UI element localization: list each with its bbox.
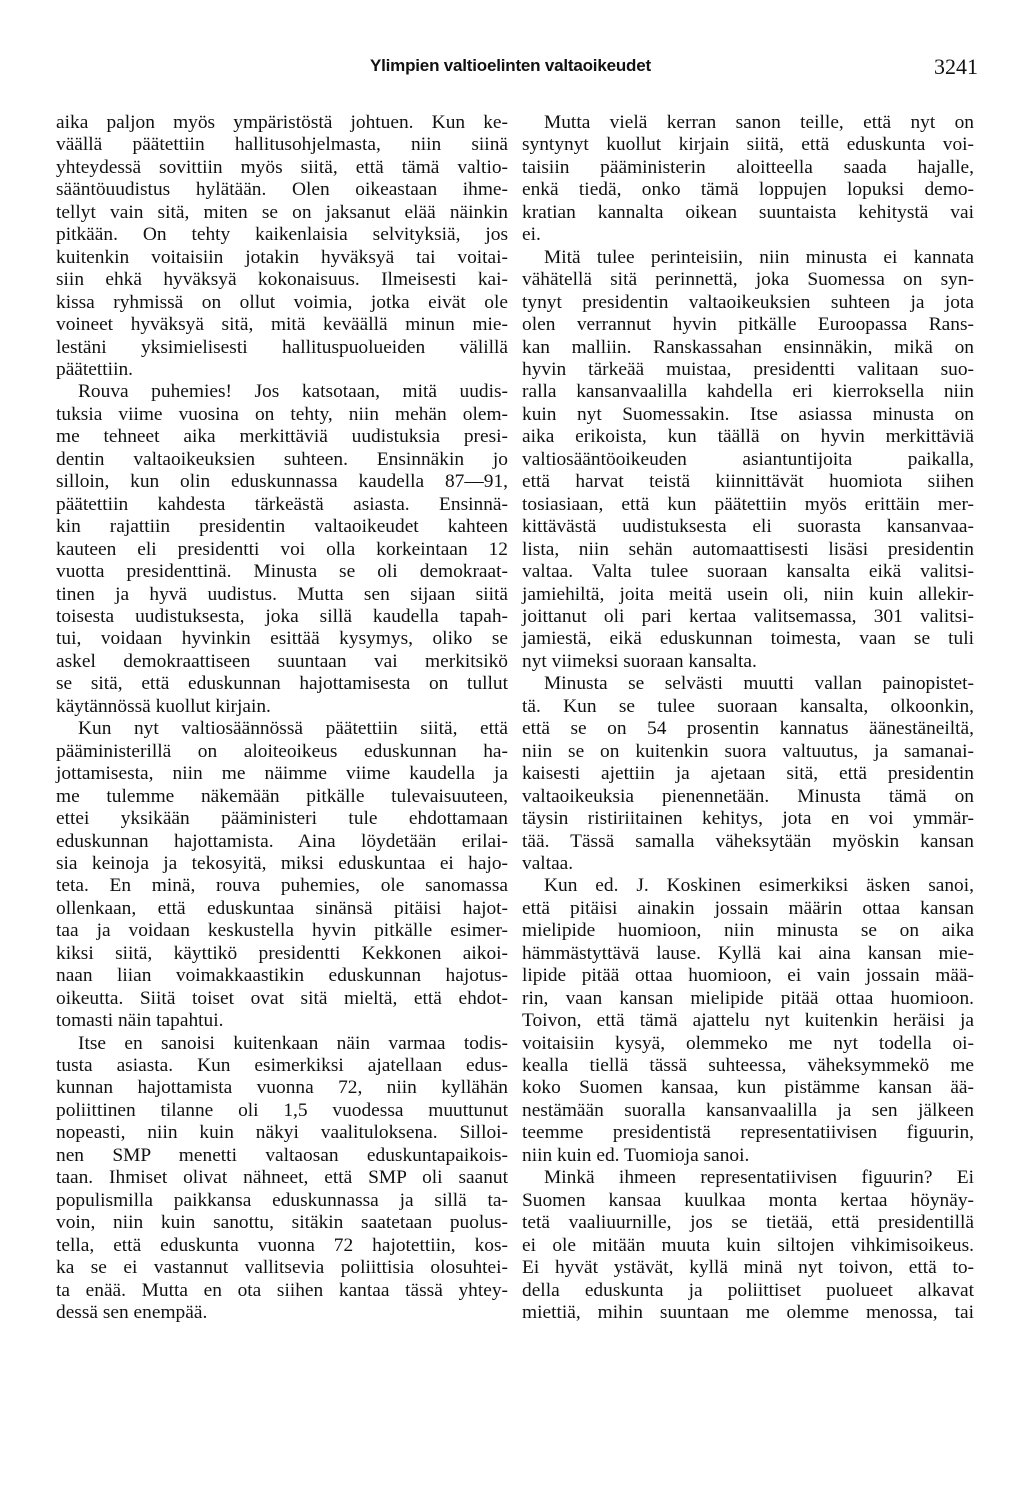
text-line: me tulemme näkemään pitkälle tulevaisuuteen, xyxy=(56,785,508,807)
text-line: valtaoikeuksia pienennetään. Minusta tämä on xyxy=(522,785,974,807)
text-line: enkä tiedä, onko tämä loppujen lopuksi demo- xyxy=(522,179,974,201)
text-line: aika paljon myös ympäristöstä johtuen. Kun ke- xyxy=(56,112,508,133)
text-line: ralla kansanvaalilla kahdella eri kierroksella niin xyxy=(522,381,974,403)
text-line: sääntöuudistus hylätään. Olen oikeastaan ihme- xyxy=(56,179,508,201)
left-column-paragraph xyxy=(56,1033,508,1325)
text-line: tuksia viime vuosina on tehty, niin mehän olem- xyxy=(56,403,508,425)
text-line: silloin, kun olin eduskunnassa kaudella 87—91, xyxy=(56,471,508,493)
text-line: siin ehkä hyväksyä kokonaisuus. Ilmeisesti kai- xyxy=(56,269,508,291)
text-line: niin kuin ed. Tuomioja sanoi. xyxy=(522,1144,750,1166)
text-line: dessä sen enempää. xyxy=(56,1302,208,1324)
text-line: nopeasti, niin kuin näkyi vaalituloksena. Silloi- xyxy=(56,1122,508,1144)
text-line: kaisesti ajettiin ja ajetaan sitä, että presidentin xyxy=(522,763,974,785)
text-line: nyt viimeksi suoraan kansalta. xyxy=(522,650,757,672)
text-line: nen SMP menetti valtaosan eduskuntapaikois- xyxy=(56,1144,508,1166)
text-line: ei. xyxy=(522,224,541,246)
text-line: Minkä ihmeen representatiivisen figuurin? Ei xyxy=(544,1167,974,1189)
text-line: koko Suomen kansaa, kun pistämme kansan ää- xyxy=(522,1077,974,1099)
text-line: poliittinen tilanne oli 1,5 vuodessa muuttunut xyxy=(56,1099,508,1121)
running-header xyxy=(0,56,1024,86)
text-line: della eduskunta ja poliittiset puolueet alkavat xyxy=(522,1279,974,1301)
left-column xyxy=(56,112,508,1324)
text-line: Ei hyvät ystävät, kyllä minä nyt toivon, että to- xyxy=(522,1257,974,1279)
text-line: pääministerillä on aloiteoikeus eduskunnan ha- xyxy=(56,740,508,762)
text-line: kan malliin. Ranskassahan ensinnäkin, mikä on xyxy=(522,336,974,358)
text-line: kiksi siitä, käyttikö presidentti Kekkonen aikoi- xyxy=(56,942,508,964)
text-line: miettiä, mihin suuntaan me olemme menossa, tai xyxy=(522,1302,974,1324)
text-line: ei ole mitään muuta kuin siltojen vihkimisoikeus. xyxy=(522,1234,974,1256)
text-line: kunnan hajottamista vuonna 72, niin kyllähän xyxy=(56,1077,508,1099)
text-line: niin se on kuitenkin suora valtuutus, ja samanai- xyxy=(522,740,974,762)
text-line: toisesta uudistuksesta, joka sillä kaudella tapah- xyxy=(56,605,508,627)
text-line: päätettiin. xyxy=(56,358,133,380)
text-line: tetä vaaliuurnille, jos se tietää, että presidentillä xyxy=(522,1212,974,1234)
text-line: hyvin tärkeää muistaa, presidentti valitaan suo- xyxy=(522,358,974,380)
text-line: kittävästä uudistuksesta eli suorasta kansanvaa- xyxy=(522,516,974,538)
page-number: 3241 xyxy=(934,54,978,79)
text-line: tynyt presidentin valtaoikeuksien suhteen ja jota xyxy=(522,291,974,313)
text-line: kealla tiellä tässä suhteessa, väheksymmekö me xyxy=(522,1055,974,1077)
text-line: taisiin pääministerin aloitteella saada hajalle, xyxy=(522,156,974,178)
text-line: tella, että eduskunta vuonna 72 hajotettiin, kos- xyxy=(56,1234,508,1256)
right-column-paragraph xyxy=(522,112,974,247)
text-line: valtaa. Valta tulee suoraan kansalta eikä valitsi- xyxy=(522,561,974,583)
text-line: ka se ei vastannut vallitsevia poliittisia olosuhtei- xyxy=(56,1257,508,1279)
text-line: että pitäisi ainakin jossain määrin ottaa kansan xyxy=(522,897,974,919)
text-line: tellyt vain sitä, miten se on jaksanut elää näinkin xyxy=(56,201,508,223)
text-line: kauteen eli presidentti voi olla korkeintaan 12 xyxy=(56,538,508,560)
text-line: jamiehiltä, joita meitä usein oli, niin kuin allekir- xyxy=(522,583,974,605)
right-column-paragraph xyxy=(522,1167,974,1324)
text-line: teemme presidentistä representatiivisen figuurin, xyxy=(522,1122,974,1144)
text-line: kuin nyt Suomessakin. Itse asiassa minusta on xyxy=(522,403,974,425)
text-line: Kun ed. J. Koskinen esimerkiksi äsken sanoi, xyxy=(544,875,974,897)
text-line: kuitenkin voitaisiin jotakin hyväksyä tai voitai- xyxy=(56,246,508,268)
text-line: populismilla paikkansa eduskunnassa ja sillä ta- xyxy=(56,1189,508,1211)
text-line: Toivon, että tämä ajattelu nyt kuitenkin heräisi ja xyxy=(522,1010,974,1032)
text-line: pitkään. On tehty kaikenlaisia selvityksiä, jos xyxy=(56,224,508,246)
text-line: tusta asiasta. Kun esimerkiksi ajatellaan edus- xyxy=(56,1055,508,1077)
text-line: lipide pitää ottaa huomioon, ei vain jossain mää- xyxy=(522,965,974,987)
text-line: taa ja voidaan keskustella hyvin pitkälle esimer- xyxy=(56,920,508,942)
text-line: askel demokraattiseen suuntaan vai merkitsikö xyxy=(56,650,508,672)
text-line: tää. Tässä samalla väheksytään myöskin kansan xyxy=(522,830,974,852)
text-line: yhteydessä sovittiin myös siitä, että tämä valtio- xyxy=(56,156,508,178)
text-line: Mitä tulee perinteisiin, niin minusta ei kannata xyxy=(544,246,974,268)
text-line: voitaisiin kysyä, olemmeko me nyt todella oi- xyxy=(522,1032,974,1054)
text-line: käytännössä kuollut kirjain. xyxy=(56,695,271,717)
right-column-paragraph xyxy=(522,673,974,875)
text-line: tosiasiaan, että kun päätettiin myös erittäin mer- xyxy=(522,493,974,515)
running-title: Ylimpien valtioelinten valtaoikeudet xyxy=(370,56,651,75)
text-line: vuotta presidenttinä. Minusta se oli demokraat- xyxy=(56,561,508,583)
text-line: tui, voidaan hyvinkin esittää kysymys, oliko se xyxy=(56,628,508,650)
text-line: Rouva puhemies! Jos katsotaan, mitä uudis- xyxy=(78,381,508,403)
text-line: päätettiin kahdesta tärkeästä asiasta. Ensinnä- xyxy=(56,493,508,515)
right-column-paragraph xyxy=(522,875,974,1167)
text-line: oikeutta. Siitä toiset ovat sitä mieltä, että ehdot- xyxy=(56,987,508,1009)
text-line: valtiosääntöoikeuden asiantuntijoita paikalla, xyxy=(522,448,974,470)
text-line: sia keinoja ja tekosyitä, miksi eduskuntaa ei hajo- xyxy=(56,852,508,874)
text-line: nestämään suoralla kansanvaalilla ja sen jälkeen xyxy=(522,1099,974,1121)
text-line: Mutta vielä kerran sanon teille, että nyt on xyxy=(544,112,974,133)
text-line: voin, niin kuin sanottu, sitäkin saatetaan puolus- xyxy=(56,1212,508,1234)
text-line: naan liian voimakkaastikin eduskunnan hajotus- xyxy=(56,965,508,987)
text-line: joittanut oli pari kertaa valitsemassa, 301 valitsi- xyxy=(522,605,974,627)
text-line: rin, vaan kansan mielipide pitää ottaa huomioon. xyxy=(522,987,974,1009)
text-line: teta. En minä, rouva puhemies, ole sanomassa xyxy=(56,875,508,897)
left-column-paragraph xyxy=(56,381,508,718)
text-line: vähätellä sitä perinnettä, joka Suomessa on syn- xyxy=(522,269,974,291)
text-line: tomasti näin tapahtui. xyxy=(56,1010,224,1032)
text-line: jamiestä, eikä eduskunnan toimesta, vaan se tuli xyxy=(522,628,974,650)
text-line: Suomen kansaa kuulkaa monta kertaa höynäy- xyxy=(522,1189,974,1211)
text-line: valtaa. xyxy=(522,852,574,874)
text-line: väällä päätettiin hallitusohjelmasta, niin siinä xyxy=(56,134,508,156)
text-line: kratian kannalta oikean suuntaista kehitystä vai xyxy=(522,201,974,223)
text-line: jottamisesta, niin me näimme viime kaudella ja xyxy=(56,763,508,785)
text-line: lestäni yksimielisesti hallituspuolueiden välillä xyxy=(56,336,508,358)
text-line: kissa ryhmissä on ollut voimia, jotka eivät ole xyxy=(56,291,508,313)
text-line: me tehneet aika merkittäviä uudistuksia presi- xyxy=(56,426,508,448)
text-line: että harvat teistä kiinnittävät huomiota siihen xyxy=(522,471,974,493)
text-line: syntynyt kuollut kirjain siitä, että eduskunta voi- xyxy=(522,134,974,156)
text-line: aika erikoista, kun täällä on hyvin merkittäviä xyxy=(522,426,974,448)
text-line: ollenkaan, että eduskuntaa sinänsä pitäisi hajot- xyxy=(56,897,508,919)
text-line: ta enää. Mutta en ota siihen kantaa tässä yhtey- xyxy=(56,1279,508,1301)
text-line: olen verrannut hyvin pitkälle Euroopassa Rans- xyxy=(522,314,974,336)
text-line: Itse en sanoisi kuitenkaan näin varmaa todis- xyxy=(78,1032,508,1054)
text-line: voineet hyväksyä sitä, mitä keväällä minun mie- xyxy=(56,314,508,336)
left-column-paragraph xyxy=(56,112,508,381)
text-line: taan. Ihmiset olivat nähneet, että SMP oli saanut xyxy=(56,1167,508,1189)
right-column xyxy=(522,112,974,1324)
text-line: tinen ja hyvä uudistus. Mutta sen sijaan siitä xyxy=(56,583,508,605)
text-line: täysin ristiriitainen kehitys, jota en voi ymmär- xyxy=(522,808,974,830)
text-line: kin rajattiin presidentin valtaoikeudet kahteen xyxy=(56,516,508,538)
text-line: eduskunnan hajottamista. Aina löydetään erilai- xyxy=(56,830,508,852)
text-line: Kun nyt valtiosäännössä päätettiin siitä, että xyxy=(78,718,508,740)
text-line: tä. Kun se tulee suoraan kansalta, olkoonkin, xyxy=(522,695,974,717)
right-column-paragraph xyxy=(522,247,974,674)
left-column-paragraph xyxy=(56,718,508,1032)
text-line: että se on 54 prosentin kannatus äänestäneiltä, xyxy=(522,718,974,740)
text-line: Minusta se selvästi muutti vallan painopistet- xyxy=(544,673,974,695)
text-line: mielipide huomioon, niin minusta se on aika xyxy=(522,920,974,942)
text-line: dentin valtaoikeuksien suhteen. Ensinnäkin jo xyxy=(56,448,508,470)
text-line: lista, niin sehän automaattisesti lisäsi presidentin xyxy=(522,538,974,560)
text-line: ettei yksikään pääministeri tule ehdottamaan xyxy=(56,808,508,830)
text-line: se sitä, että eduskunnan hajottamisesta on tullut xyxy=(56,673,508,695)
text-line: hämmästyttävä lause. Kyllä kai aina kansan mie- xyxy=(522,942,974,964)
